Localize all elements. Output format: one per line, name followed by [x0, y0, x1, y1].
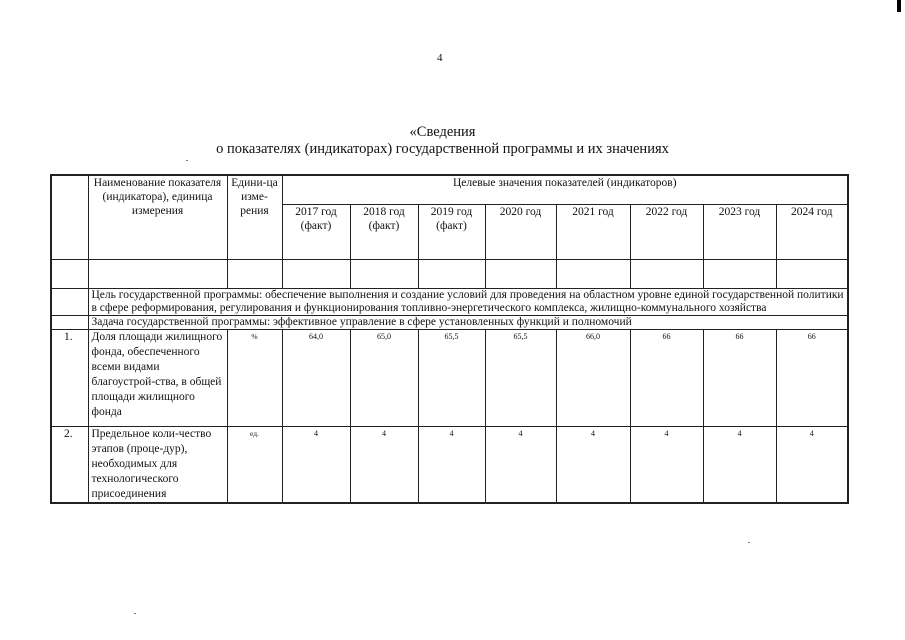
- task-row: [51, 316, 848, 330]
- table-row: [51, 427, 848, 504]
- program-task: Задача государственной программы: эффективное управление в сфере установленных функций и полномочий: [88, 316, 848, 330]
- indicator-name: Доля площади жилищного фонда, обеспеченного всеми видами благоустрой-ства, в общей площади жилищного фонда: [88, 330, 227, 427]
- scan-speck: [134, 613, 136, 614]
- indicator-value: 4: [703, 427, 776, 504]
- indicator-value: 64,0: [282, 330, 350, 427]
- indicator-unit: %: [227, 330, 282, 427]
- header-unit: Едини-ца изме-рения: [227, 175, 282, 260]
- header-year: 2023 год: [703, 205, 776, 260]
- header-year: 2017 год (факт): [282, 205, 350, 260]
- document-title: «Сведения: [409, 124, 476, 140]
- header-row-1: [51, 175, 848, 205]
- indicator-value: 65,5: [418, 330, 485, 427]
- indicator-value: 65,0: [350, 330, 418, 427]
- header-year: 2018 год (факт): [350, 205, 418, 260]
- header-year: 2019 год (факт): [418, 205, 485, 260]
- indicator-value: 4: [485, 427, 556, 504]
- indicator-value: 66: [703, 330, 776, 427]
- indicator-value: 66: [630, 330, 703, 427]
- indicator-value: 4: [556, 427, 630, 504]
- row-number: 1.: [51, 330, 88, 427]
- indicator-value: 65,5: [485, 330, 556, 427]
- scan-speck: [186, 160, 188, 161]
- goal-row: [51, 289, 848, 316]
- spacer-row: [51, 260, 848, 289]
- header-year: 2022 год: [630, 205, 703, 260]
- program-goal: Цель государственной программы: обеспечение выполнения и создание условий для проведения на областном уровне единой государственной политики в сфере реформирования, регулирования и функционирования топливно-энергетического комплекса, жилищно-коммунального хозяйства: [88, 289, 848, 316]
- row-number: 2.: [51, 427, 88, 504]
- header-year: 2020 год: [485, 205, 556, 260]
- header-year: 2024 год: [776, 205, 848, 260]
- scan-edge-mark: [897, 0, 901, 12]
- indicator-value: 66: [776, 330, 848, 427]
- indicator-unit: ед.: [227, 427, 282, 504]
- header-num-cell: [51, 175, 88, 260]
- scan-speck: [748, 542, 750, 543]
- indicator-value: 66,0: [556, 330, 630, 427]
- indicator-value: 4: [282, 427, 350, 504]
- header-name: Наименование показателя (индикатора), единица измерения: [88, 175, 227, 260]
- document-subtitle: о показателях (индикаторах) государственной программы и их значениях: [216, 141, 669, 157]
- header-targets: Целевые значения показателей (индикаторов): [282, 175, 848, 205]
- indicator-value: 4: [418, 427, 485, 504]
- indicator-value: 4: [350, 427, 418, 504]
- indicator-value: 4: [776, 427, 848, 504]
- indicator-name: Предельное коли-чество этапов (проце-дур), необходимых для технологического присоединения: [88, 427, 227, 504]
- indicators-table: [50, 174, 849, 504]
- indicator-value: 4: [630, 427, 703, 504]
- page-number: 4: [437, 52, 443, 64]
- table-row: [51, 330, 848, 427]
- header-year: 2021 год: [556, 205, 630, 260]
